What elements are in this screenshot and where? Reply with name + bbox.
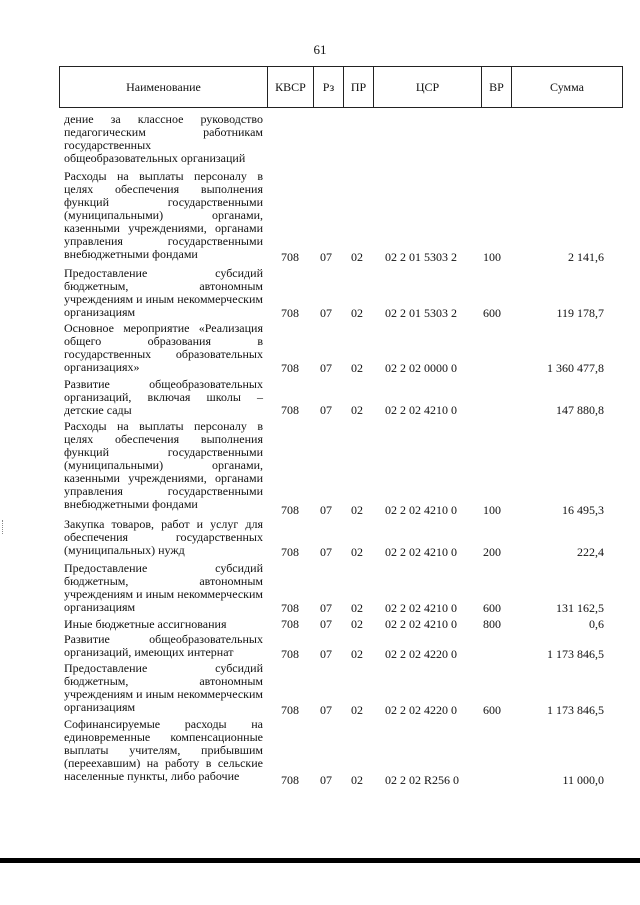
row-name: Расходы на выплаты персоналу в целях обеспечения выполнения функций государственными (муниципальными) органами, казенными учреждениями, органами управления государственными внебюджетными фондами [64,169,263,261]
row-kvsr: 708 [281,601,299,615]
row-vr: 200 [483,545,501,559]
row-pr: 02 [351,361,363,375]
row-sum: 131 162,5 [556,601,604,615]
row-vr: 100 [483,503,501,517]
row-kvsr: 708 [281,503,299,517]
scan-speck [2,520,5,534]
column-header-pr: ПР [343,67,373,107]
row-name: Предоставление субсидий бюджетным, автономным учреждениям и иным некоммерческим организациям [64,661,263,714]
bottom-rule [0,858,640,863]
row-pr: 02 [351,647,363,661]
row-kvsr: 708 [281,773,299,787]
row-name: Развитие общеобразовательных организаций, имеющих интернат [64,632,263,659]
row-vr: 600 [483,306,501,320]
row-rz: 07 [320,601,332,615]
row-kvsr: 708 [281,617,299,631]
row-name: Предоставление субсидий бюджетным, автономным учреждениям и иным некоммерческим организациям [64,561,263,614]
row-pr: 02 [351,250,363,264]
row-name: Иные бюджетные ассигнования [64,617,227,631]
row-kvsr: 708 [281,250,299,264]
row-name: Расходы на выплаты персоналу в целях обеспечения выполнения функций государственными (муниципальными) органами, казенными учреждениями, органами управления государственными внебюджетными фондами [64,419,263,511]
row-rz: 07 [320,617,332,631]
column-header-name: Наименование [126,80,201,94]
row-vr: 600 [483,601,501,615]
page-number: 61 [313,42,327,57]
row-pr: 02 [351,773,363,787]
row-csr: 02 2 01 5303 2 [385,250,457,264]
row-rz: 07 [320,773,332,787]
row-name: Основное мероприятие «Реализация общего образования в государственных образовательных организациях» [64,321,263,374]
row-sum: 0,6 [589,617,604,631]
row-sum: 119 178,7 [556,306,604,320]
row-name: Софинансируемые расходы на единовременные компенсационные выплаты учителям, прибывшим (переехавшим) на работу в сельские населенные пункты, либо рабочие [64,717,263,783]
column-header-kvsr: КВСР [267,67,313,107]
column-header-vr: ВР [481,67,511,107]
row-sum: 222,4 [577,545,604,559]
row-rz: 07 [320,361,332,375]
row-csr: 02 2 02 4210 0 [385,545,457,559]
row-sum: 1 360 477,8 [547,361,604,375]
row-pr: 02 [351,545,363,559]
row-name: Закупка товаров, работ и услуг для обеспечения государственных (муниципальных) нужд [64,517,263,557]
row-rz: 07 [320,250,332,264]
row-sum: 2 141,6 [568,250,604,264]
row-sum: 11 000,0 [562,773,604,787]
column-header-csr: ЦСР [373,67,481,107]
row-csr: 02 2 02 R256 0 [385,773,460,787]
row-rz: 07 [320,403,332,417]
row-sum: 1 173 846,5 [547,703,604,717]
row-pr: 02 [351,306,363,320]
row-csr: 02 2 02 4220 0 [385,703,457,717]
row-csr: 02 2 02 4220 0 [385,647,457,661]
row-rz: 07 [320,647,332,661]
row-sum: 16 495,3 [562,503,604,517]
row-kvsr: 708 [281,403,299,417]
row-pr: 02 [351,403,363,417]
row-pr: 02 [351,503,363,517]
row-pr: 02 [351,617,363,631]
row-sum: 1 173 846,5 [547,647,604,661]
row-sum: 147 880,8 [556,403,604,417]
row-rz: 07 [320,503,332,517]
column-header-sum: Сумма [511,67,622,107]
row-rz: 07 [320,703,332,717]
row-csr: 02 2 02 4210 0 [385,403,457,417]
row-name: Предоставление субсидий бюджетным, автономным учреждениям и иным некоммерческим организациям [64,266,263,319]
row-pr: 02 [351,703,363,717]
row-vr: 600 [483,703,501,717]
row-kvsr: 708 [281,703,299,717]
row-kvsr: 708 [281,545,299,559]
row-kvsr: 708 [281,647,299,661]
row-csr: 02 2 01 5303 2 [385,306,457,320]
row-name: Развитие общеобразовательных организаций, включая школы – детские сады [64,377,263,417]
row-rz: 07 [320,306,332,320]
row-csr: 02 2 02 4210 0 [385,617,457,631]
column-header-rz: Рз [313,67,343,107]
row-csr: 02 2 02 4210 0 [385,601,457,615]
row-kvsr: 708 [281,306,299,320]
row-csr: 02 2 02 4210 0 [385,503,457,517]
row-pr: 02 [351,601,363,615]
row-csr: 02 2 02 0000 0 [385,361,457,375]
row-rz: 07 [320,545,332,559]
row-name: дение за классное руководство педагогическим работникам государственных общеобразовательных организаций [64,112,263,165]
row-vr: 800 [483,617,501,631]
table-header [59,66,623,108]
row-vr: 100 [483,250,501,264]
row-kvsr: 708 [281,361,299,375]
